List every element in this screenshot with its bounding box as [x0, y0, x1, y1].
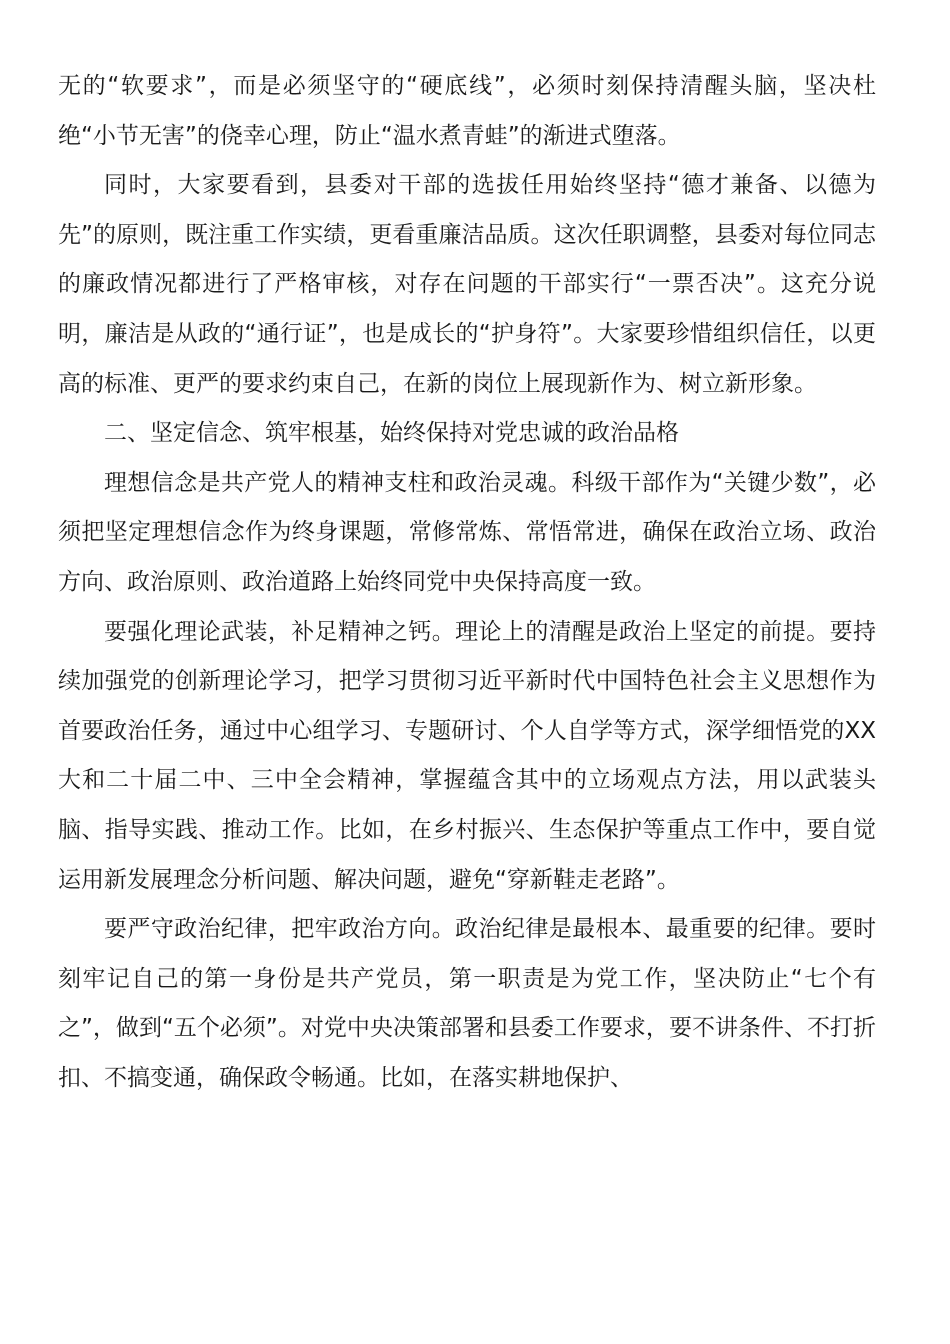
paragraph-continuation: 无的“软要求”，而是必须坚守的“硬底线”，必须时刻保持清醒头脑，坚决杜绝“小节无害”的侥幸心理，防止“温水煮青蛙”的渐进式堕落。	[58, 73, 876, 149]
paragraph-ideals-belief: 理想信念是共产党人的精神支柱和政治灵魂。科级干部作为“关键少数”，必须把坚定理想信念作为终身课题，常修常炼、常悟常进，确保在政治立场、政治方向、政治原则、政治道路上始终同党中央保持高度一致。	[58, 469, 876, 595]
paragraph-theory-study: 要强化理论武装，补足精神之钙。理论上的清醒是政治上坚定的前提。要持续加强党的创新理论学习，把学习贯彻习近平新时代中国特色社会主义思想作为首要政治任务，通过中心组学习、专题研讨、个人自学等方式，深学细悟党的XX大和二十届二中、三中全会精神，掌握蕴含其中的立场观点方法，用以武装头脑、指导实践、推动工作。比如，在乡村振兴、生态保护等重点工作中，要自觉运用新发展理念分析问题、解决问题，避免“穿新鞋走老路”。	[58, 618, 876, 893]
paragraph-political-discipline: 要严守政治纪律，把牢政治方向。政治纪律是最根本、最重要的纪律。要时刻牢记自己的第一身份是共产党员，第一职责是为党工作，坚决防止“七个有之”，做到“五个必须”。对党中央决策部署和县委工作要求，要不讲条件、不打折扣、不搞变通，确保政令畅通。比如，在落实耕地保护、	[58, 916, 876, 1091]
section-heading-two: 二、坚定信念、筑牢根基，始终保持对党忠诚的政治品格	[104, 420, 679, 447]
paragraph-integrity-selection: 同时，大家要看到，县委对干部的选拔任用始终坚持“德才兼备、以德为先”的原则，既注重工作实绩，更看重廉洁品质。这次任职调整，县委对每位同志的廉政情况都进行了严格审核，对存在问题的干部实行“一票否决”。这充分说明，廉洁是从政的“通行证”，也是成长的“护身符”。大家要珍惜组织信任，以更高的标准、更严的要求约束自己，在新的岗位上展现新作为、树立新形象。	[58, 172, 876, 397]
document-page	[58, 62, 876, 1103]
